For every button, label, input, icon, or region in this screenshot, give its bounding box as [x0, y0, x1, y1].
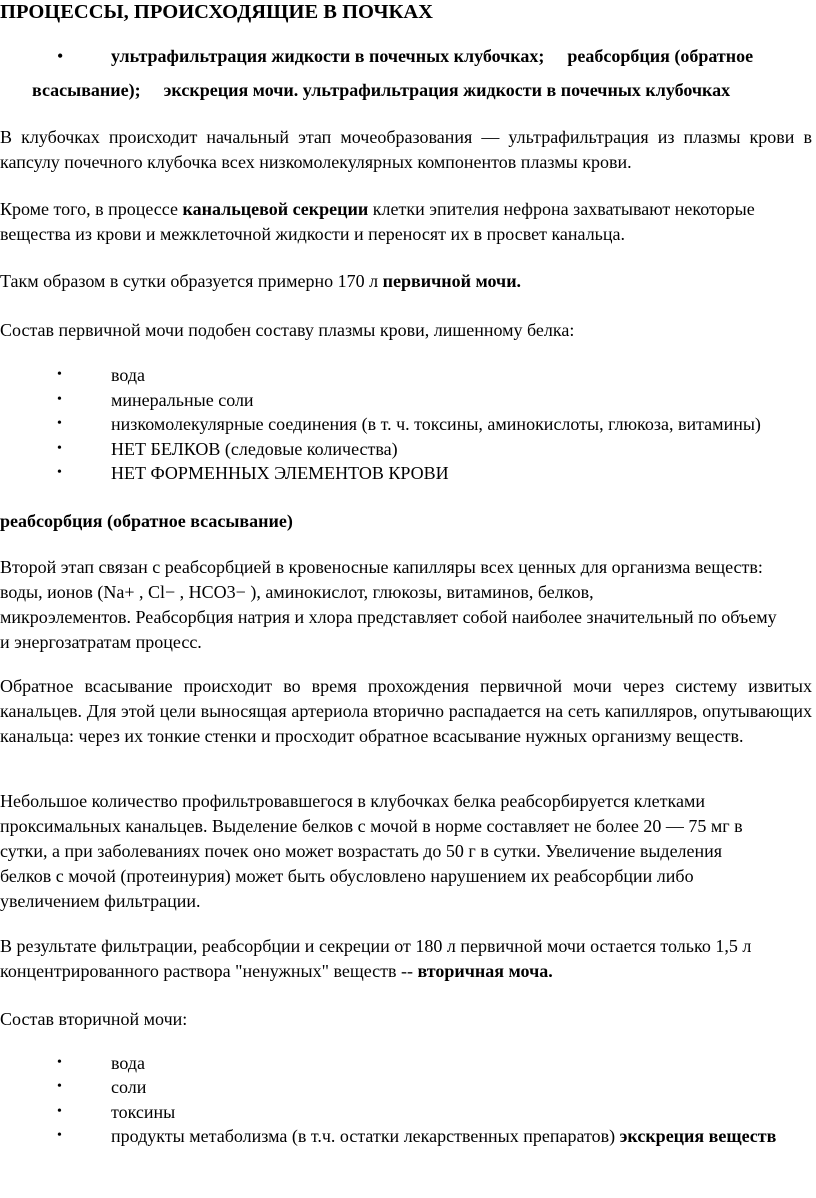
- page-title: ПРОЦЕССЫ, ПРОИСХОДЯЩИЕ В ПОЧКАХ: [0, 1, 433, 23]
- bullet-icon: •: [57, 1055, 62, 1070]
- bullet-icon: •: [57, 1128, 62, 1143]
- bold-term: первичной мочи.: [382, 271, 522, 291]
- bold-term: вторичная моча.: [417, 961, 553, 981]
- intro-text-1: ультрафильтрация жидкости в почечных клубочках; реабсорбция (обратное: [111, 46, 735, 66]
- paragraph-secretion: Кроме того, в процессе канальцевой секреции клетки эпителия нефрона захватывают некоторые вещества из крови и межклеточной жидкости и переносят их в просвет канальца.: [0, 199, 755, 244]
- bullet-icon: •: [57, 416, 62, 431]
- bullet-icon: •: [57, 1104, 62, 1119]
- bullet-icon: •: [57, 465, 62, 480]
- paragraph-primary-urine: Такм образом в сутки образуется примерно 170 л первичной мочи.: [0, 271, 522, 291]
- bullet-icon: •: [57, 1079, 62, 1094]
- paragraph-composition-secondary: Состав вторичной мочи:: [0, 1009, 188, 1029]
- section-heading-reabsorption: реабсорбция (обратное всасывание): [0, 511, 293, 531]
- paragraph-composition-primary: Состав первичной мочи подобен составу плазмы крови, лишенному белка:: [0, 320, 575, 340]
- intro-line-2: всасывание); экскреция мочи. ультрафильтрация жидкости в почечных клубочках: [32, 80, 712, 100]
- bold-term: канальцевой секреции: [182, 199, 369, 219]
- bold-term: экскреция веществ: [619, 1126, 777, 1146]
- bullet-icon: •: [57, 367, 62, 382]
- paragraph-tubules: Обратное всасывание происходит во время прохождения первичной мочи через систему извитых канальцев. Для этой цели выносящая артериола вторично распадается на сеть капилляров, опутывающих канальца: через их тонкие стенки и просходит обратное всасывание нужных организму веществ.: [0, 676, 812, 746]
- paragraph-glomeruli: В клубочках происходит начальный этап мочеобразования — ультрафильтрация из плазмы крови в капсулу почечного клубочка всех низкомолекулярных компонентов плазмы крови.: [0, 127, 812, 172]
- bullet-icon: •: [57, 46, 64, 66]
- bullet-icon: •: [57, 441, 62, 456]
- bullet-icon: •: [57, 392, 62, 407]
